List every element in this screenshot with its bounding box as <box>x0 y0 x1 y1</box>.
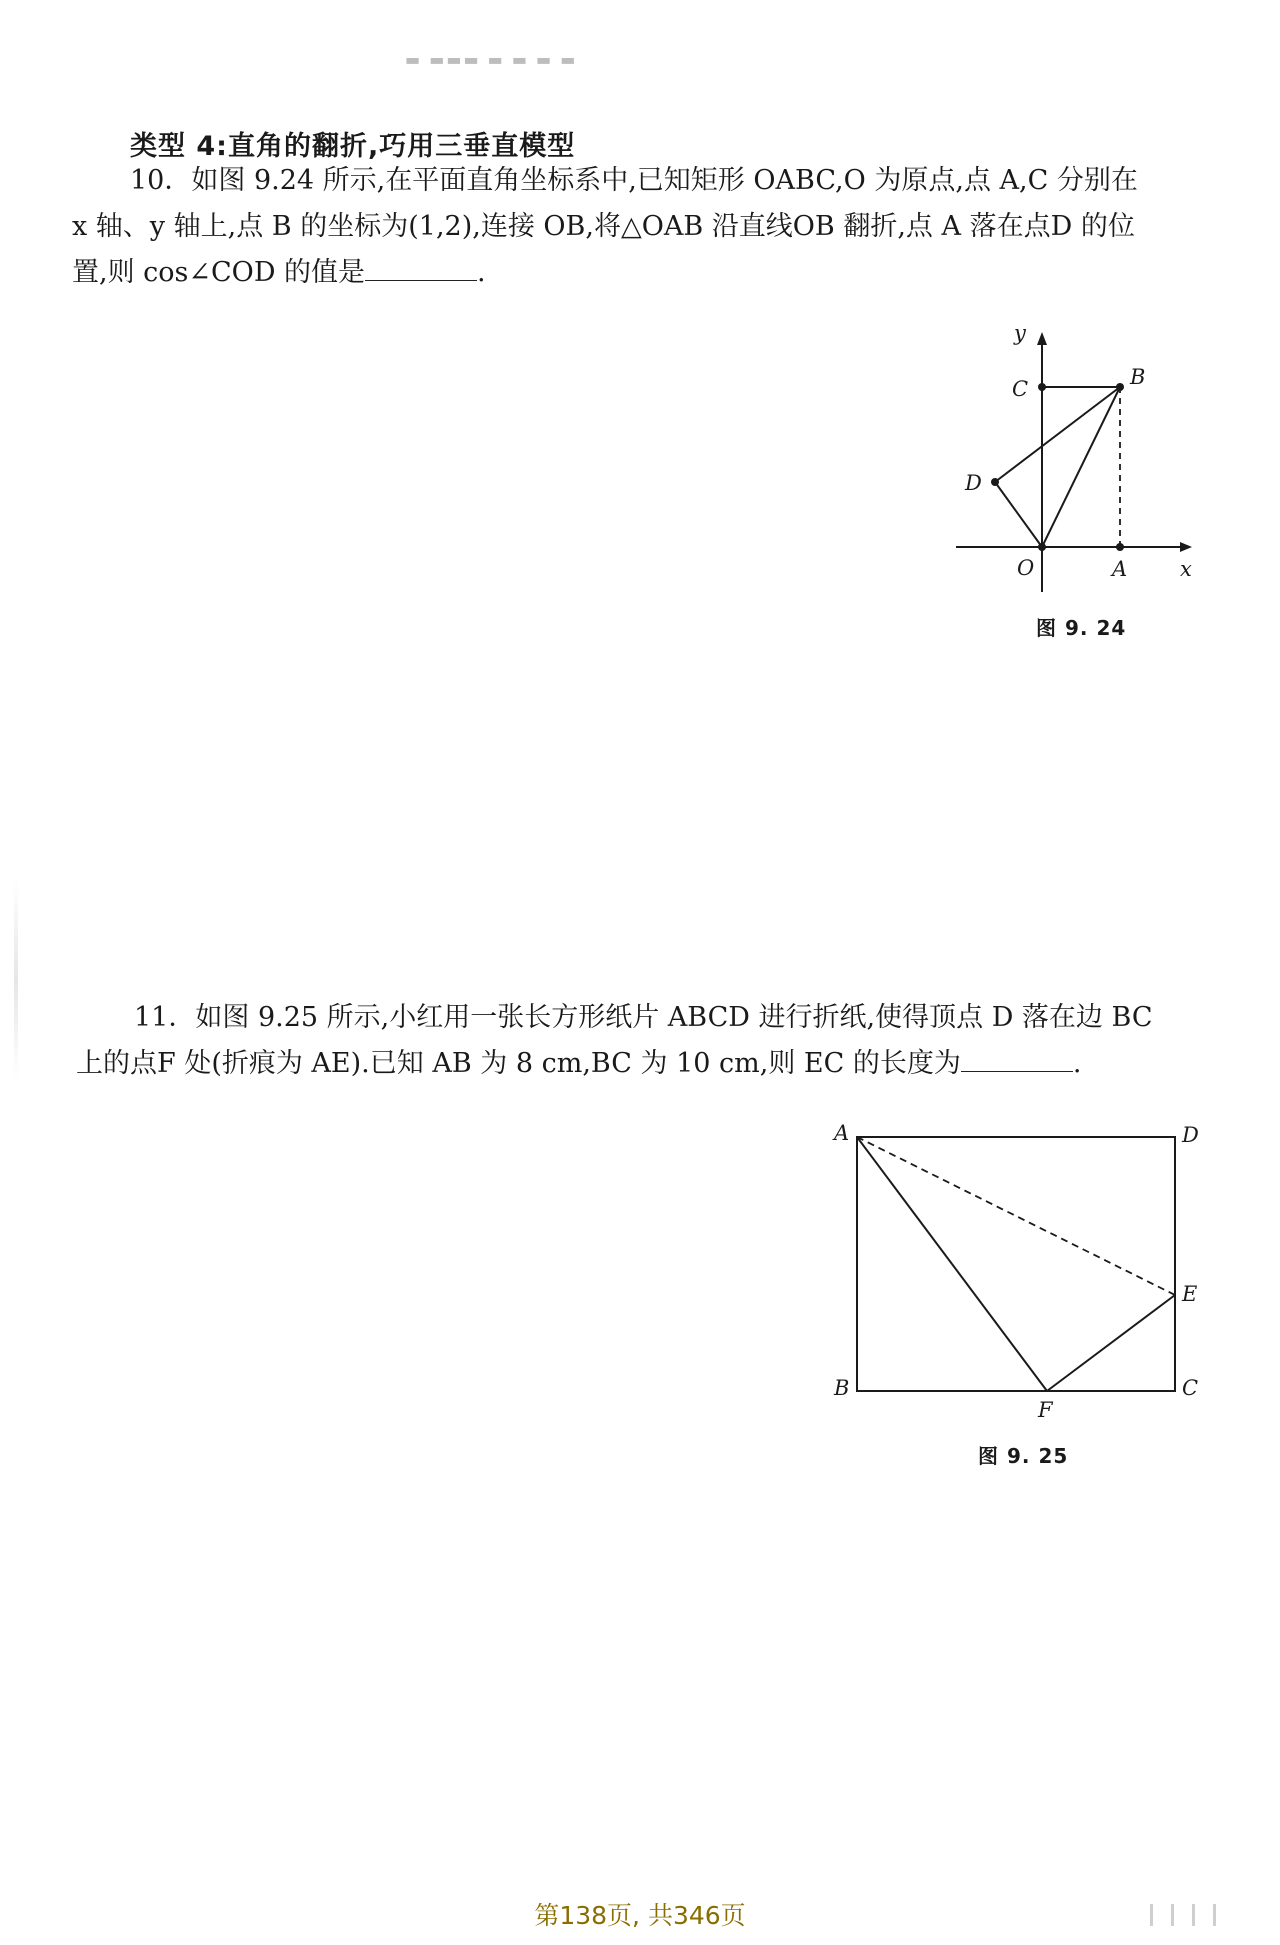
problem-11-line-2-end: . <box>1072 1048 1082 1079</box>
footer-mark <box>1171 1904 1174 1926</box>
answer-blank-10[interactable] <box>365 256 477 281</box>
segment-DO <box>995 482 1042 547</box>
label-B: B <box>1130 365 1146 389</box>
footer-mark <box>1192 1904 1195 1926</box>
problem-10-line-1: 10．如图 9.24 所示,在平面直角坐标系中,已知矩形 OABC,O 为原点,点 A,C 分别在 <box>130 165 1138 196</box>
section-heading: 类型 4:直角的翻折,巧用三垂直模型 <box>130 131 576 162</box>
figure-9-25-svg <box>820 1115 1220 1435</box>
segment-AF <box>857 1137 1047 1391</box>
label-B: B <box>834 1376 850 1400</box>
point-B <box>1116 383 1124 391</box>
point-O <box>1038 543 1046 551</box>
label-A: A <box>1112 557 1128 581</box>
problem-10-line-3 <box>72 250 1220 296</box>
footer-mark <box>1150 1904 1153 1926</box>
label-O: O <box>1017 556 1035 580</box>
x-axis-arrow-icon <box>1180 542 1192 552</box>
point-A <box>1116 543 1124 551</box>
problem-10-line-3-text: 置,则 cos∠COD 的值是 <box>72 257 366 288</box>
footer-mark <box>1213 1904 1216 1926</box>
label-C: C <box>1182 1376 1199 1400</box>
problem-10-line-2: x 轴、y 轴上,点 B 的坐标为(1,2),连接 OB,将△OAB 沿直线OB 翻折,点 A 落在点D 的位 <box>72 211 1135 242</box>
label-D: D <box>1182 1123 1199 1147</box>
figure-9-25 <box>820 1115 1220 1435</box>
point-C <box>1038 383 1046 391</box>
label-E: E <box>1182 1282 1198 1306</box>
crease-AE-dashed <box>857 1137 1175 1295</box>
problem-11-line-1: 11．如图 9.25 所示,小红用一张长方形纸片 ABCD 进行折纸,使得顶点 D 落在边 BC <box>134 1002 1153 1033</box>
figure-9-24-svg <box>940 320 1220 600</box>
figure-9-24-caption: 图 9. 24 <box>1036 616 1127 640</box>
label-F: F <box>1038 1398 1053 1422</box>
rectangle-ABCD <box>857 1137 1175 1391</box>
label-y: y <box>1014 321 1026 345</box>
label-A: A <box>834 1121 850 1145</box>
segment-BD <box>995 387 1120 482</box>
label-C: C <box>1012 377 1029 401</box>
figure-9-25-caption: 图 9. 25 <box>978 1444 1069 1468</box>
y-axis-arrow-icon <box>1037 332 1047 345</box>
page-edge-shadow <box>14 880 18 1080</box>
problem-10-text <box>72 158 1220 296</box>
faint-header-text: ▬ ▬▬▬ ▬ ▬ ▬ ▬ <box>405 50 578 68</box>
problem-10-line-3-end: . <box>477 257 486 288</box>
answer-blank-11[interactable] <box>961 1047 1073 1072</box>
segment-FE <box>1047 1295 1175 1391</box>
figure-9-24 <box>940 320 1220 600</box>
segment-OB <box>1042 387 1120 547</box>
point-D <box>991 478 999 486</box>
page-indicator: 第138页, 共346页 <box>534 1901 746 1930</box>
label-D: D <box>965 471 982 495</box>
problem-11-text <box>76 995 1224 1087</box>
problem-11-line-2-text: 上的点F 处(折痕为 AE).已知 AB 为 8 cm,BC 为 10 cm,则 EC 的长度为 <box>76 1048 961 1079</box>
label-x: x <box>1180 557 1192 581</box>
footer-scroll-marks <box>1150 1904 1250 1928</box>
problem-11-line-2 <box>76 1041 1224 1087</box>
